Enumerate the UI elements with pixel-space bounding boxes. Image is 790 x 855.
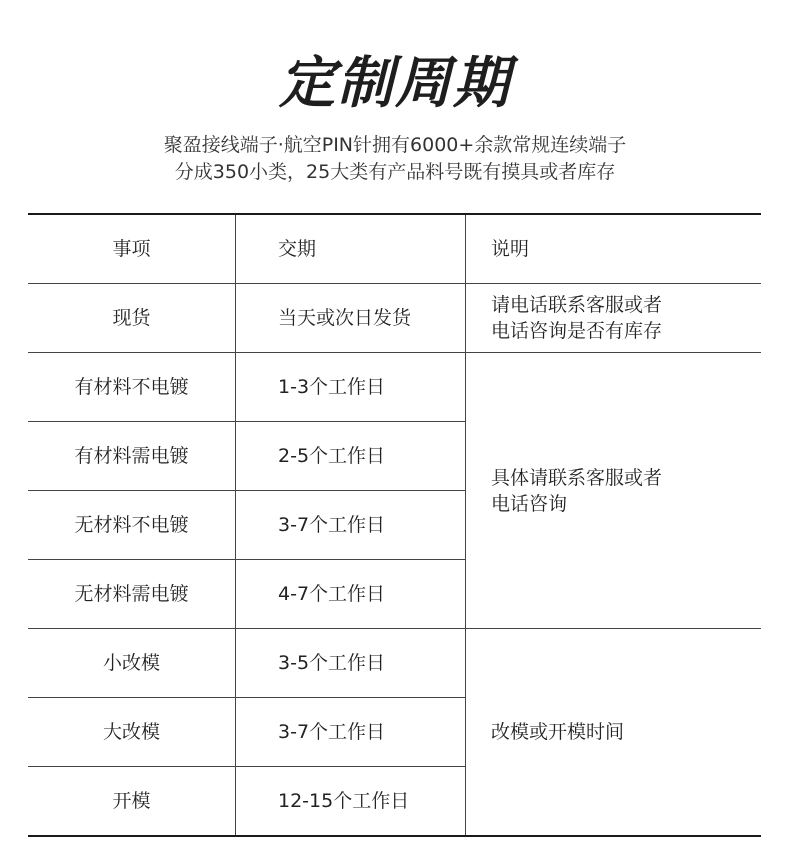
row-lead-time: 3-7个工作日 bbox=[236, 491, 466, 560]
row-lead-time: 3-5个工作日 bbox=[236, 629, 466, 698]
row-item: 小改模 bbox=[28, 629, 236, 698]
note-line: 电话咨询 bbox=[491, 492, 568, 515]
material-group-note bbox=[466, 353, 762, 629]
row-lead-time: 1-3个工作日 bbox=[236, 353, 466, 422]
row-item: 无材料需电镀 bbox=[28, 560, 236, 629]
subtitle-line-2: 分成350小类，25大类有产品料号既有摸具或者库存 bbox=[174, 161, 616, 183]
row-lead-time: 当天或次日发货 bbox=[236, 284, 466, 353]
note-line: 具体请联系客服或者 bbox=[491, 466, 663, 489]
row-item: 大改模 bbox=[28, 698, 236, 767]
row-item: 开模 bbox=[28, 767, 236, 837]
row-item: 无材料不电镀 bbox=[28, 491, 236, 560]
row-item: 有材料需电镀 bbox=[28, 422, 236, 491]
row-note bbox=[466, 284, 762, 353]
subtitle-line-1: 聚盈接线端子·航空PIN针拥有6000+余款常规连续端子 bbox=[163, 134, 627, 156]
note-line: 改模或开模时间 bbox=[491, 721, 625, 743]
header-item: 事项 bbox=[28, 214, 236, 284]
row-lead-time: 4-7个工作日 bbox=[236, 560, 466, 629]
row-lead-time: 12-15个工作日 bbox=[236, 767, 466, 837]
header-note: 说明 bbox=[466, 214, 762, 284]
row-lead-time: 3-7个工作日 bbox=[236, 698, 466, 767]
row-lead-time: 2-5个工作日 bbox=[236, 422, 466, 491]
header-lead-time: 交期 bbox=[236, 214, 466, 284]
table-header-row bbox=[28, 214, 761, 284]
row-item: 现货 bbox=[28, 284, 236, 353]
row-item: 有材料不电镀 bbox=[28, 353, 236, 422]
page-title: 定制周期 bbox=[279, 51, 511, 116]
table-row bbox=[28, 629, 761, 698]
lead-time-table bbox=[28, 213, 761, 837]
table-row bbox=[28, 284, 761, 353]
note-line: 电话咨询是否有库存 bbox=[491, 320, 663, 342]
mold-group-note bbox=[466, 629, 762, 837]
table-row bbox=[28, 353, 761, 422]
note-line: 请电话联系客服或者 bbox=[491, 294, 663, 316]
